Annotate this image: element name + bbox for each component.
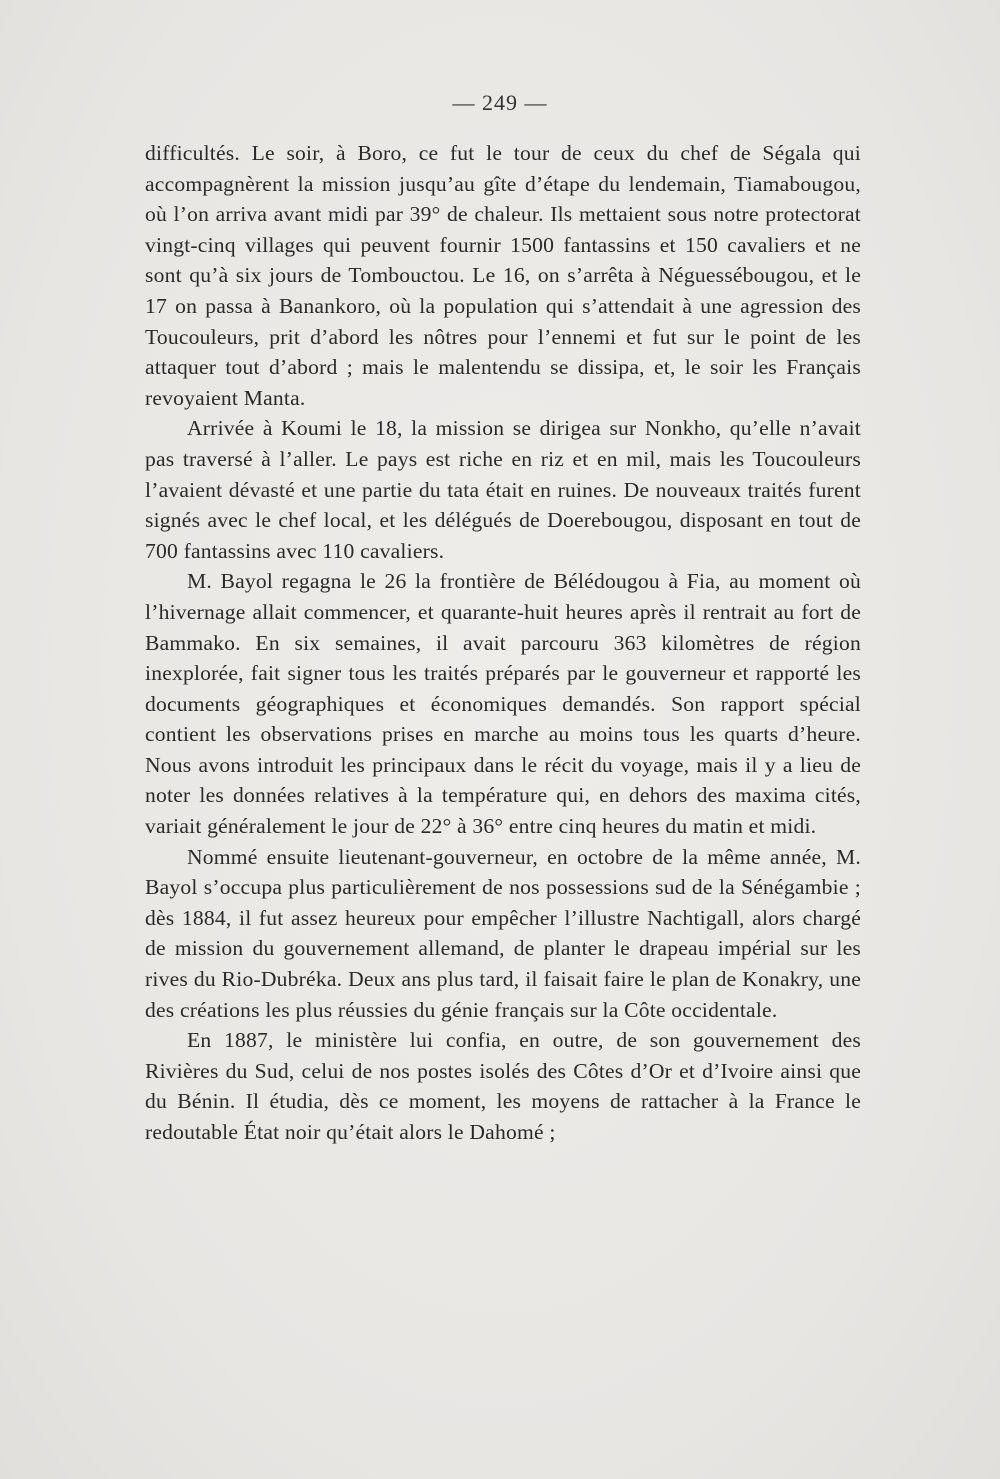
paragraph-2: Arrivée à Koumi le 18, la mission se dirigea sur Nonkho, qu’elle n’avait pas traversé à l’aller. Le pays est riche en riz et en mil, mais les Toucouleurs l’avaient dévasté et une partie du tata était en ruines. De nouveaux traités furent signés avec le chef local, et les délégués de Doerebougou, disposant en tout de 700 fantassins avec 110 cavaliers. (145, 416, 861, 563)
body-text (145, 138, 861, 1148)
paragraph-1: difficultés. Le soir, à Boro, ce fut le tour de ceux du chef de Ségala qui accompagnèrent la mission jusqu’au gîte d’étape du lendemain, Tiamabougou, où l’on arriva avant midi par 39° de chaleur. Ils mettaient sous notre protectorat vingt-cinq villages qui peuvent fournir 1500 fantassins et 150 cavaliers et ne sont qu’à six jours de Tombouctou. Le 16, on s’arrêta à Néguessébougou, et le 17 on passa à Banankoro, où la population qui s’attendait à une agression des Toucouleurs, prit d’abord les nôtres pour l’ennemi et fut sur le point de les attaquer tout d’abord ; mais le malentendu se dissipa, et, le soir les Français revoyaient Manta. (145, 141, 861, 410)
paragraph-3: M. Bayol regagna le 26 la frontière de Bélédougou à Fia, au moment où l’hivernage allait commencer, et quarante-huit heures après il rentrait au fort de Bammako. En six semaines, il avait parcouru 363 kilomètres de région inexplorée, fait signer tous les traités préparés par le gouverneur et rapporté les documents géographiques et économiques demandés. Son rapport spécial contient les observations prises en marche au moins tous les quarts d’heure. Nous avons introduit les principaux dans le récit du voyage, mais il y a lieu de noter les données relatives à la température qui, en dehors des maxima cités, variait généralement le jour de 22° à 36° entre cinq heures du matin et midi. (145, 569, 861, 839)
paragraph-4: Nommé ensuite lieutenant-gouverneur, en octobre de la même année, M. Bayol s’occupa plus particulièrement de nos possessions sud de la Sénégambie ; dès 1884, il fut assez heureux pour empêcher l’illustre Nachtigall, alors chargé de mission du gouvernement allemand, de planter le drapeau impérial sur les rives du Rio-Dubréka. Deux ans plus tard, il faisait faire le plan de Konakry, une des créations les plus réussies du génie français sur la Côte occidentale. (145, 844, 861, 1022)
page-number: — 249 — (452, 90, 548, 115)
paragraph-5: En 1887, le ministère lui confia, en outre, de son gouvernement des Rivières du Sud, celui de nos postes isolés des Côtes d’Or et d’Ivoire ainsi que du Bénin. Il étudia, dès ce moment, les moyens de rattacher à la France le redoutable État noir qu’était alors le Dahomé ; (145, 1028, 861, 1144)
